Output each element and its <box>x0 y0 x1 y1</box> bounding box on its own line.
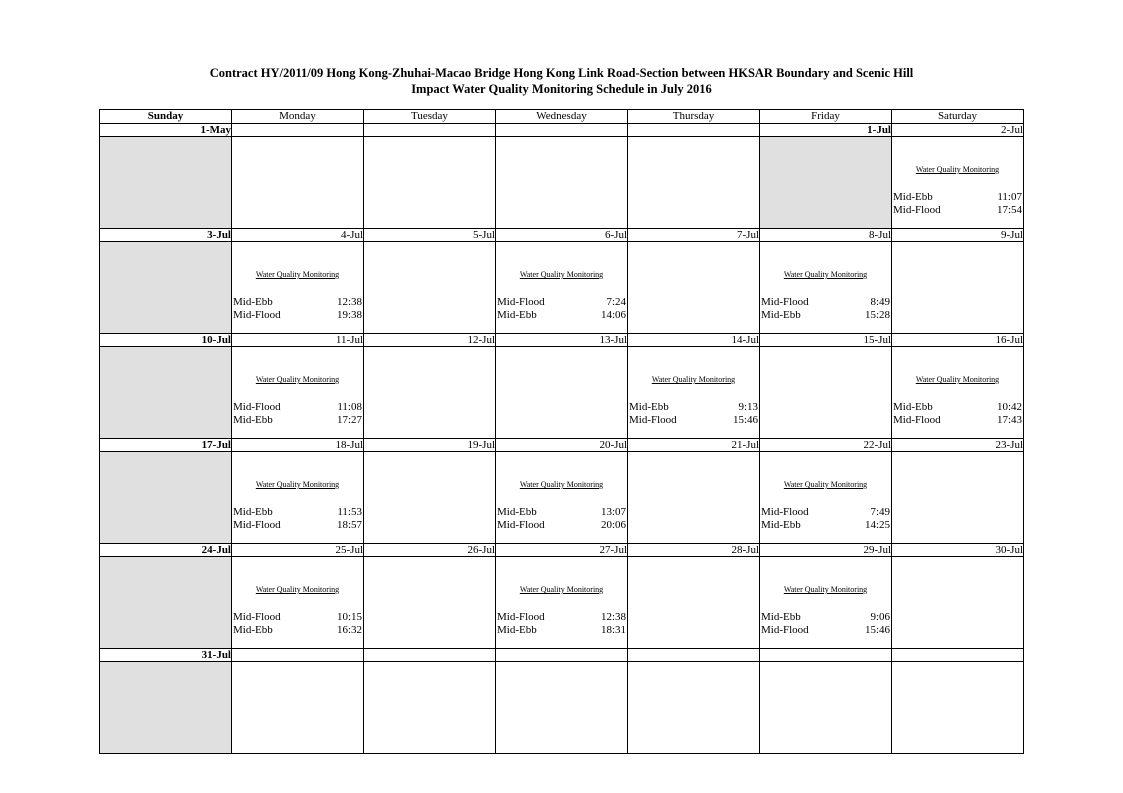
weekday-header: Friday <box>760 110 892 124</box>
monitoring-label: Water Quality Monitoring <box>255 585 340 594</box>
tide-time: 11:53 <box>337 506 362 518</box>
tide-time: 18:57 <box>336 519 362 531</box>
tide-label: Mid-Ebb <box>233 624 273 636</box>
tide-time-line <box>233 611 362 623</box>
day-cell <box>364 557 496 649</box>
day-cell <box>232 137 364 229</box>
tide-label: Mid-Flood <box>893 204 941 216</box>
date-cell: 12-Jul <box>364 334 496 347</box>
content-row <box>100 452 1024 544</box>
tide-label: Mid-Ebb <box>629 401 669 413</box>
tide-time: 8:49 <box>870 296 890 308</box>
tide-time: 15:46 <box>864 624 890 636</box>
day-cell <box>628 452 760 544</box>
weekday-header-row <box>100 110 1024 124</box>
tide-time-line <box>497 519 626 531</box>
tide-time: 15:46 <box>732 414 758 426</box>
tide-label: Mid-Flood <box>761 506 809 518</box>
date-cell: 24-Jul <box>100 544 232 557</box>
tide-label: Mid-Ebb <box>761 611 801 623</box>
date-cell: 11-Jul <box>232 334 364 347</box>
tide-time-line <box>761 611 890 623</box>
tide-time: 17:43 <box>996 414 1022 426</box>
tide-time: 9:06 <box>870 611 890 623</box>
date-cell: 1-May <box>100 124 232 137</box>
tide-time: 7:24 <box>606 296 626 308</box>
tide-label: Mid-Flood <box>233 401 281 413</box>
tide-label: Mid-Flood <box>893 414 941 426</box>
tide-time-line <box>233 296 362 308</box>
tide-time: 11:07 <box>997 191 1022 203</box>
date-cell: 20-Jul <box>496 439 628 452</box>
day-cell <box>496 662 628 754</box>
day-cell <box>364 662 496 754</box>
tide-time: 9:13 <box>738 401 758 413</box>
tide-time-line <box>761 519 890 531</box>
date-cell: 2-Jul <box>892 124 1024 137</box>
tide-time-line <box>893 414 1022 426</box>
day-cell <box>232 557 364 649</box>
weekday-header: Saturday <box>892 110 1024 124</box>
day-cell <box>892 347 1024 439</box>
tide-label: Mid-Flood <box>497 611 545 623</box>
monitoring-label: Water Quality Monitoring <box>519 480 604 489</box>
day-cell <box>892 242 1024 334</box>
date-cell: 21-Jul <box>628 439 760 452</box>
day-cell <box>496 452 628 544</box>
tide-label: Mid-Flood <box>761 624 809 636</box>
tide-time-line <box>893 191 1022 203</box>
tide-time-line <box>893 401 1022 413</box>
tide-time-line <box>497 624 626 636</box>
day-cell <box>100 242 232 334</box>
date-cell: 6-Jul <box>496 229 628 242</box>
date-cell <box>364 649 496 662</box>
date-cell: 31-Jul <box>100 649 232 662</box>
tide-label: Mid-Ebb <box>233 414 273 426</box>
tide-time-line <box>497 506 626 518</box>
tide-time-line <box>233 414 362 426</box>
day-cell <box>760 137 892 229</box>
date-cell <box>496 649 628 662</box>
date-cell <box>364 124 496 137</box>
date-cell: 1-Jul <box>760 124 892 137</box>
tide-label: Mid-Ebb <box>761 309 801 321</box>
date-cell: 22-Jul <box>760 439 892 452</box>
date-cell <box>628 124 760 137</box>
tide-time: 10:42 <box>996 401 1022 413</box>
date-cell: 17-Jul <box>100 439 232 452</box>
calendar-table <box>99 109 1024 754</box>
tide-time-line <box>497 611 626 623</box>
tide-label: Mid-Ebb <box>761 519 801 531</box>
tide-time: 12:38 <box>336 296 362 308</box>
tide-label: Mid-Ebb <box>893 401 933 413</box>
day-cell <box>892 557 1024 649</box>
tide-time-line <box>233 506 362 518</box>
date-cell: 10-Jul <box>100 334 232 347</box>
monitoring-label: Water Quality Monitoring <box>255 480 340 489</box>
date-cell: 13-Jul <box>496 334 628 347</box>
date-row <box>100 229 1024 242</box>
date-cell: 23-Jul <box>892 439 1024 452</box>
day-cell <box>496 557 628 649</box>
tide-label: Mid-Flood <box>497 296 545 308</box>
tide-time: 10:15 <box>336 611 362 623</box>
tide-time-line <box>893 204 1022 216</box>
date-row <box>100 124 1024 137</box>
tide-time: 17:54 <box>996 204 1022 216</box>
tide-time-line <box>497 309 626 321</box>
monitoring-label: Water Quality Monitoring <box>915 165 1000 174</box>
tide-time: 19:38 <box>336 309 362 321</box>
date-cell: 18-Jul <box>232 439 364 452</box>
day-cell <box>232 662 364 754</box>
date-cell: 26-Jul <box>364 544 496 557</box>
date-cell <box>760 649 892 662</box>
day-cell <box>760 452 892 544</box>
date-cell: 25-Jul <box>232 544 364 557</box>
day-cell <box>760 347 892 439</box>
date-cell: 3-Jul <box>100 229 232 242</box>
tide-time-line <box>761 296 890 308</box>
day-cell <box>496 347 628 439</box>
monitoring-label: Water Quality Monitoring <box>783 480 868 489</box>
tide-time: 12:38 <box>600 611 626 623</box>
tide-label: Mid-Ebb <box>233 506 273 518</box>
day-cell <box>628 242 760 334</box>
date-cell <box>892 649 1024 662</box>
monitoring-label: Water Quality Monitoring <box>915 375 1000 384</box>
day-cell <box>760 662 892 754</box>
tide-label: Mid-Flood <box>497 519 545 531</box>
day-cell <box>232 347 364 439</box>
tide-label: Mid-Flood <box>761 296 809 308</box>
tide-time-line <box>761 506 890 518</box>
tide-time: 13:07 <box>600 506 626 518</box>
tide-time-line <box>629 414 758 426</box>
tide-time: 14:06 <box>600 309 626 321</box>
calendar-body <box>100 110 1024 754</box>
tide-label: Mid-Flood <box>233 309 281 321</box>
content-row <box>100 137 1024 229</box>
day-cell <box>892 452 1024 544</box>
day-cell <box>628 557 760 649</box>
day-cell <box>232 452 364 544</box>
date-cell: 14-Jul <box>628 334 760 347</box>
tide-time: 20:06 <box>600 519 626 531</box>
monitoring-label: Water Quality Monitoring <box>783 585 868 594</box>
tide-time-line <box>761 624 890 636</box>
content-row <box>100 242 1024 334</box>
content-row <box>100 557 1024 649</box>
tide-time: 18:31 <box>600 624 626 636</box>
day-cell <box>760 242 892 334</box>
date-cell: 5-Jul <box>364 229 496 242</box>
document-subtitle: Impact Water Quality Monitoring Schedule in July 2016 <box>411 82 712 96</box>
date-row <box>100 649 1024 662</box>
date-cell: 16-Jul <box>892 334 1024 347</box>
tide-time-line <box>629 401 758 413</box>
tide-time-line <box>233 309 362 321</box>
tide-label: Mid-Ebb <box>893 191 933 203</box>
date-cell <box>496 124 628 137</box>
day-cell <box>100 452 232 544</box>
date-row <box>100 544 1024 557</box>
date-cell: 28-Jul <box>628 544 760 557</box>
date-cell: 27-Jul <box>496 544 628 557</box>
tide-time: 17:27 <box>336 414 362 426</box>
tide-time: 7:49 <box>870 506 890 518</box>
date-cell: 30-Jul <box>892 544 1024 557</box>
tide-time: 11:08 <box>337 401 362 413</box>
monitoring-label: Water Quality Monitoring <box>255 270 340 279</box>
day-cell <box>364 452 496 544</box>
weekday-header: Wednesday <box>496 110 628 124</box>
tide-time-line <box>761 309 890 321</box>
day-cell <box>100 137 232 229</box>
day-cell <box>496 137 628 229</box>
tide-label: Mid-Ebb <box>497 309 537 321</box>
day-cell <box>892 137 1024 229</box>
day-cell <box>100 662 232 754</box>
tide-label: Mid-Ebb <box>497 624 537 636</box>
date-cell <box>232 649 364 662</box>
date-row <box>100 439 1024 452</box>
date-cell: 8-Jul <box>760 229 892 242</box>
date-cell: 4-Jul <box>232 229 364 242</box>
tide-time-line <box>233 519 362 531</box>
weekday-header: Tuesday <box>364 110 496 124</box>
monitoring-label: Water Quality Monitoring <box>519 270 604 279</box>
day-cell <box>496 242 628 334</box>
tide-time-line <box>497 296 626 308</box>
day-cell <box>760 557 892 649</box>
day-cell <box>100 557 232 649</box>
day-cell <box>628 137 760 229</box>
date-cell: 29-Jul <box>760 544 892 557</box>
tide-label: Mid-Flood <box>233 611 281 623</box>
day-cell <box>100 347 232 439</box>
day-cell <box>364 347 496 439</box>
weekday-header: Sunday <box>100 110 232 124</box>
date-cell: 19-Jul <box>364 439 496 452</box>
tide-label: Mid-Flood <box>233 519 281 531</box>
date-cell: 9-Jul <box>892 229 1024 242</box>
monitoring-label: Water Quality Monitoring <box>783 270 868 279</box>
weekday-header: Thursday <box>628 110 760 124</box>
monitoring-label: Water Quality Monitoring <box>651 375 736 384</box>
tide-time: 14:25 <box>864 519 890 531</box>
date-cell <box>232 124 364 137</box>
day-cell <box>628 347 760 439</box>
day-cell <box>364 137 496 229</box>
tide-label: Mid-Ebb <box>497 506 537 518</box>
tide-time-line <box>233 401 362 413</box>
day-cell <box>364 242 496 334</box>
tide-time-line <box>233 624 362 636</box>
content-row <box>100 347 1024 439</box>
document-title: Contract HY/2011/09 Hong Kong-Zhuhai-Macao Bridge Hong Kong Link Road-Section between HKSAR Boundary and Scenic Hill <box>209 66 914 80</box>
content-row <box>100 662 1024 754</box>
tide-label: Mid-Flood <box>629 414 677 426</box>
day-cell <box>232 242 364 334</box>
date-cell: 7-Jul <box>628 229 760 242</box>
day-cell <box>892 662 1024 754</box>
monitoring-label: Water Quality Monitoring <box>519 585 604 594</box>
day-cell <box>628 662 760 754</box>
date-cell <box>628 649 760 662</box>
tide-label: Mid-Ebb <box>233 296 273 308</box>
monitoring-label: Water Quality Monitoring <box>255 375 340 384</box>
date-row <box>100 334 1024 347</box>
tide-time: 16:32 <box>336 624 362 636</box>
weekday-header: Monday <box>232 110 364 124</box>
date-cell: 15-Jul <box>760 334 892 347</box>
tide-time: 15:28 <box>864 309 890 321</box>
